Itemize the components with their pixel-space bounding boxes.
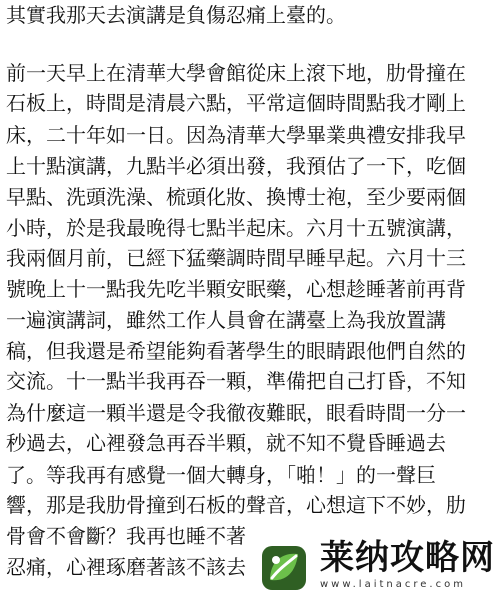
paragraph-line: 了。等我再有感覺一個大轉身，「啪！」的一聲巨 — [6, 463, 436, 487]
watermark-url: www.laitnacre.com — [320, 579, 466, 590]
paragraph-line: 前一天早上在清華大學會館從床上滾下地，肋骨撞在 — [6, 61, 466, 85]
logo-dot — [272, 556, 280, 564]
paragraph-line: 上十點演講，九點半必須出發，我預估了一下，吃個 — [6, 154, 466, 178]
paragraph-line: 響，那是我肋骨撞到石板的聲音，心想這下不妙，肋 — [6, 493, 466, 517]
paragraph-line: 交流。十一點半我再吞一顆，準備把自己打昏，不知 — [6, 369, 466, 393]
paragraph-line: 小時，於是我最晚得七點半起床。六月十五號演講， — [6, 216, 466, 240]
paragraph-line: 骨會不會斷？我再也睡不著 — [6, 524, 246, 548]
paragraph-line: 早點、洗頭洗澡、梳頭化妝、換博士袍，至少要兩個 — [6, 185, 466, 209]
paragraph-line: 稿，但我還是希望能夠看著學生的眼睛跟他們自然的 — [6, 339, 466, 363]
watermark-text — [320, 536, 495, 592]
paragraph-line: 床，二十年如一日。因為清華大學畢業典禮安排我早 — [6, 123, 466, 147]
paragraph-line: 號晚上十一點我先吃半顆安眠藥，心想趁睡著前再背 — [6, 277, 466, 301]
paragraph-line: 石板上，時間是清晨六點，平常這個時間點我才剛上 — [6, 91, 466, 115]
paragraph-line: 為什麼這一顆半還是令我徹夜難眠，眼看時間一分一 — [6, 401, 466, 425]
leaf-logo-icon — [256, 540, 312, 596]
paragraph-line: 秒過去，心裡發急再吞半顆，就不知不覺昏睡過去 — [6, 431, 446, 455]
paragraph-line: 我兩個月前，已經下猛藥調時間早睡早起。六月十三 — [6, 246, 466, 270]
site-watermark — [256, 536, 496, 600]
paragraph-line: 忍痛，心裡琢磨著該不該去 — [6, 555, 246, 579]
paragraph-line: 一遍演講詞，雖然工作人員會在講臺上為我放置講 — [6, 308, 446, 332]
leaf-logo-icon — [256, 540, 312, 596]
lead-line: 其實我那天去演講是負傷忍痛上臺的。 — [6, 3, 346, 27]
watermark-title: 莱纳攻略网 — [320, 538, 495, 578]
